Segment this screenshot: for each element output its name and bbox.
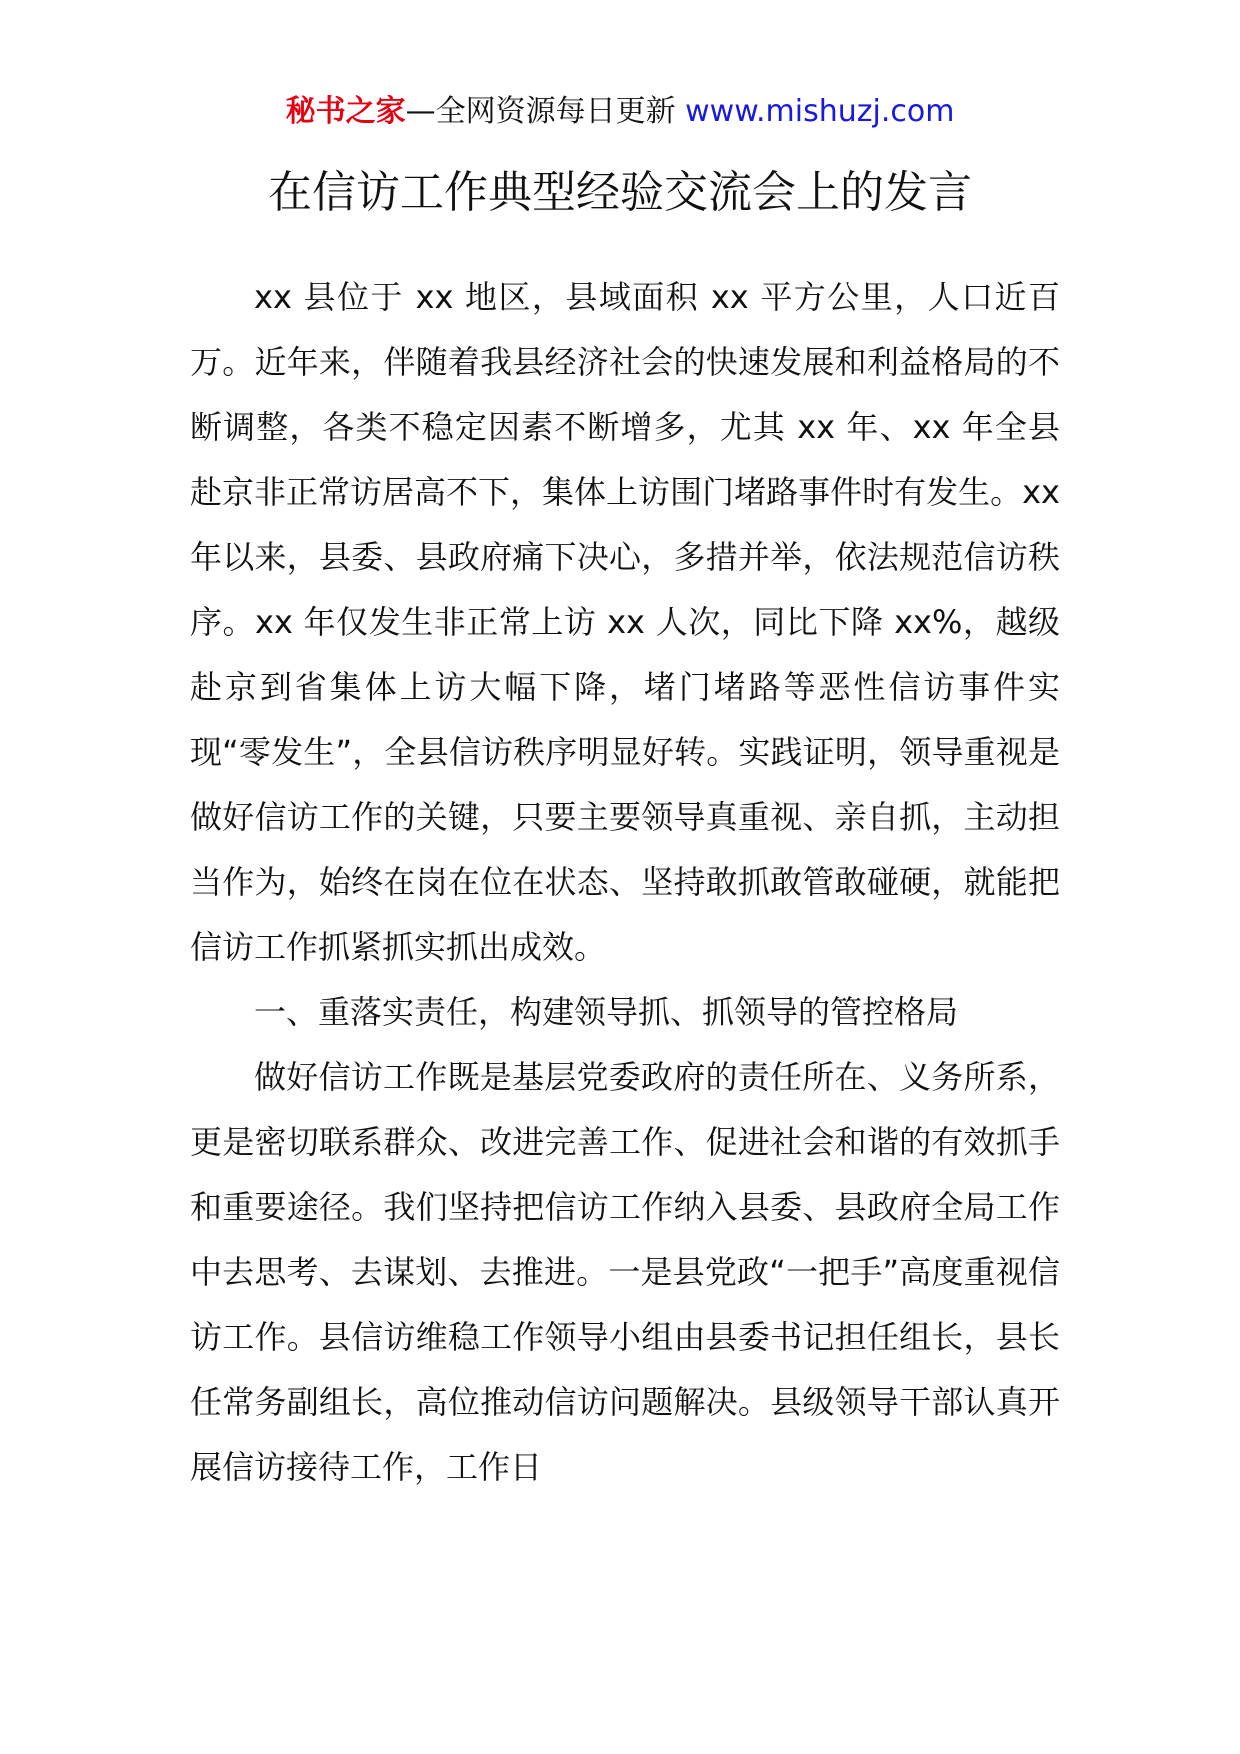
- document-body: [190, 265, 1060, 1500]
- site-header: [0, 92, 1240, 132]
- document-title: 在信访工作典型经验交流会上的发言: [268, 167, 972, 218]
- section-heading-1: 一、重落实责任，构建领导抓、抓领导的管控格局: [254, 993, 959, 1031]
- section-1-paragraph: 做好信访工作既是基层党委政府的责任所在、义务所系，更是密切联系群众、改进完善工作、促进社会和谐的有效抓手和重要途径。我们坚持把信访工作纳入县委、县政府全局工作中去思考、去谋划、去推进。一是县党政“一把手”高度重视信访工作。县信访维稳工作领导小组由县委书记担任组长，县长任常务副组长，高位推动信访问题解决。县级领导干部认真开展信访接待工作，工作日: [190, 1058, 1060, 1486]
- brand-name: 秘书之家: [285, 94, 406, 129]
- site-url-link[interactable]: www.mishuzj.com: [685, 94, 955, 129]
- intro-paragraph: xx 县位于 xx 地区，县域面积 xx 平方公里，人口近百万。近年来，伴随着我县经济社会的快速发展和利益格局的不断调整，各类不稳定因素不断增多，尤其 xx 年、xx 年全县赴京非正常访居高不下，集体上访围门堵路事件时有发生。xx 年以来，县委、县政府痛下决心，多措并举，依法规范信访秩序。xx 年仅发生非正常上访 xx 人次，同比下降 xx%，越级赴京到省集体上访大幅下降，堵门堵路等恶性信访事件实现“零发生”，全县信访秩序明显好转。实践证明，领导重视是做好信访工作的关键，只要主要领导真重视、亲自抓，主动担当作为，始终在岗在位在状态、坚持敢抓敢管敢碰硬，就能把信访工作抓紧抓实抓出成效。: [190, 278, 1060, 966]
- header-tagline: —全网资源每日更新: [405, 94, 686, 129]
